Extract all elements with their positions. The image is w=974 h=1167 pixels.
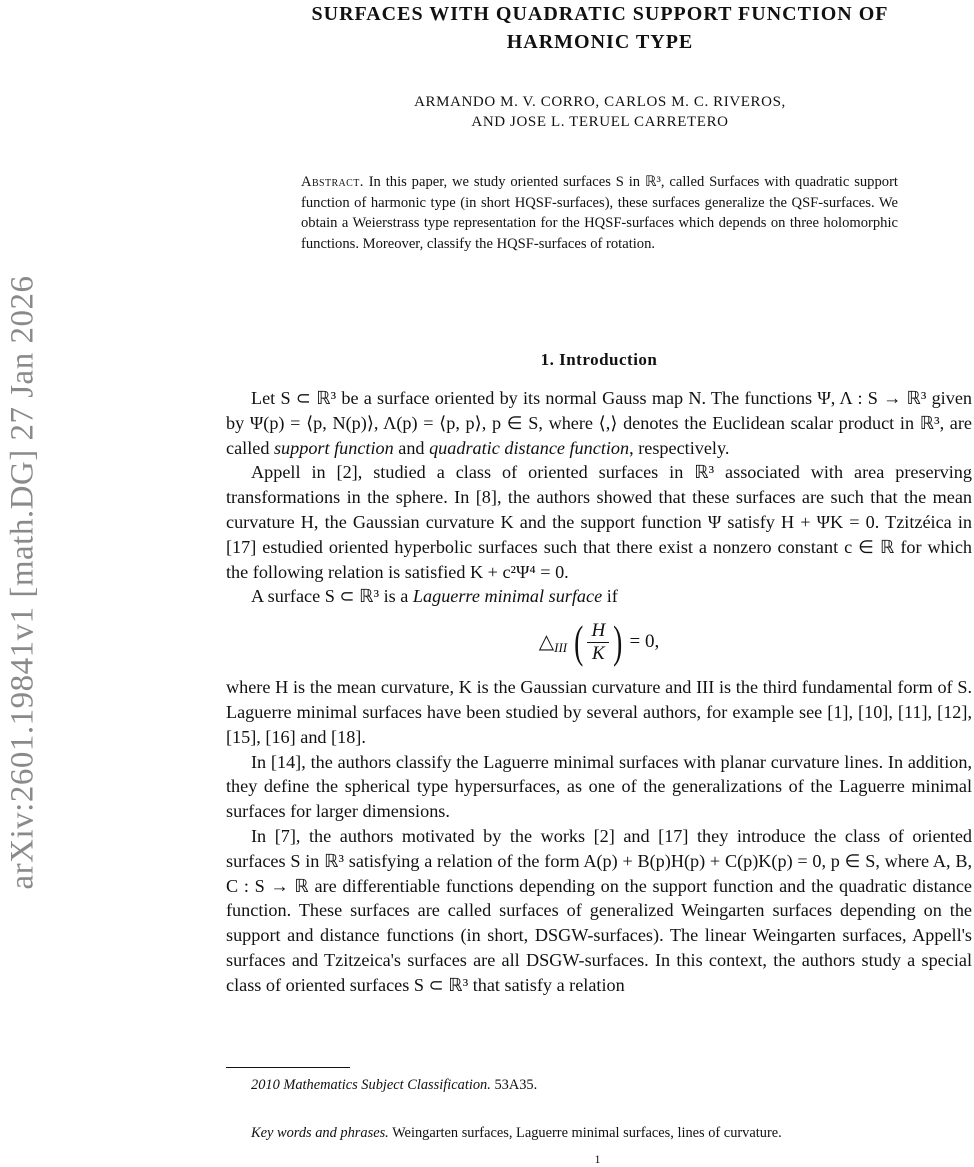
paragraph-3-text-a: A surface S ⊂ ℝ³ is a — [251, 586, 413, 607]
msc-label: 2010 Mathematics Subject Classification. — [251, 1077, 491, 1093]
footnote-divider — [226, 1067, 350, 1068]
laguerre-minimal-term: Laguerre minimal surface — [412, 586, 603, 607]
fraction-denominator: K — [591, 642, 605, 664]
paragraph-3-text-b: if — [602, 586, 618, 607]
footnote-msc — [251, 1076, 971, 1095]
laguerre-equation — [226, 609, 972, 675]
footnote-keywords — [251, 1124, 971, 1143]
paragraph-6: In [7], the authors motivated by the works [2] and [17] they introduce the class of oriented surfaces S in ℝ³ satisfying a relation of the form A(p) + B(p)H(p) + C(p)K(p) = 0, p ∈ S, where A, B, C : S → ℝ are differentiable functions depending on the support function and the quadratic distance function. These surfaces are called surfaces of generalized Weingarten surfaces depending on the support and distance functions (in short, DSGW-surfaces). The linear Weingarten surfaces, Appell's surfaces and Tzitzeica's surfaces are all DSGW-surfaces. In this context, the authors study a special class of oriented surfaces S ⊂ ℝ³ that satisfy a relation — [226, 825, 972, 995]
paragraph-5: In [14], the authors classify the Laguerre minimal surfaces with planar curvature lines. In addition, they define the spherical type hypersurfaces, as one of the generalizations of the Laguerre minimal surfaces for larger dimensions. — [226, 751, 972, 822]
support-function-term: support function — [273, 437, 394, 458]
right-paren: ) — [613, 616, 623, 668]
equation-rhs: = 0, — [629, 630, 660, 652]
msc-value: 53A35. — [494, 1077, 538, 1093]
title-line-1: SURFACES WITH QUADRATIC SUPPORT FUNCTION OF — [311, 3, 889, 25]
keywords-value: Weingarten surfaces, Laguerre minimal surfaces, lines of curvature. — [392, 1125, 782, 1141]
paragraph-1-text-c: , respectively. — [629, 437, 730, 458]
section-heading-introduction: 1. Introduction — [540, 350, 658, 369]
fraction-numerator: H — [587, 620, 609, 643]
paragraph-4: where H is the mean curvature, K is the Gaussian curvature and III is the third fundamental form of S. Laguerre minimal surfaces have been studied by several authors, for example see [1], [10], [11], [12], [15], [16] and [18]. — [226, 677, 972, 747]
page-number: 1 — [594, 1152, 601, 1166]
abstract-label: Abstract. — [301, 174, 364, 190]
paragraph-3 — [226, 584, 972, 609]
left-paren: ( — [574, 616, 584, 668]
title-line-2: HARMONIC TYPE — [506, 31, 694, 53]
fraction — [587, 620, 609, 665]
authors-line-1: ARMANDO M. V. CORRO, CARLOS M. C. RIVEROS, — [414, 94, 786, 110]
abstract — [301, 172, 898, 254]
arxiv-identifier-stamp — [3, 0, 43, 1165]
author-list — [300, 92, 900, 132]
laplacian-subscript: III — [554, 639, 568, 655]
paragraph-2: Appell in [2], studied a class of oriented surfaces in ℝ³ associated with area preserving transformations in the sphere. In [8], the authors showed that these surfaces are such that the mean curvature H, the Gaussian curvature K and the support function Ψ satisfy H + ΨK = 0. Tzitzéica in [17] estudied oriented hyperbolic surfaces such that there exist a nonzero constant c ∈ ℝ for which the following relation is satisfied K + c²Ψ⁴ = 0. — [226, 462, 972, 582]
paragraph-1-text-a: Let S ⊂ ℝ³ be a surface oriented by its normal Gauss map N. The functions Ψ, Λ : S → ℝ³ given by Ψ(p) = ⟨p, N(p)⟩, Λ(p) = ⟨p, p⟩, p ∈ S, where ⟨,⟩ denotes the Euclidean scalar product in ℝ³, are called — [226, 388, 972, 458]
authors-line-2: AND JOSE L. TERUEL CARRETERO — [471, 114, 729, 130]
abstract-text: In this paper, we study oriented surfaces S in ℝ³, called Surfaces with quadratic support function of harmonic type (in short HQSF-surfaces), these surfaces generalize the QSF-surfaces. We obtain a Weierstrass type representation for the HQSF-surfaces which depends on three holomorphic functions. Moreover, classify the HQSF-surfaces of rotation. — [301, 174, 898, 252]
arxiv-identifier-text: arXiv:2601.19841v1 [math.DG] 27 Jan 2026 — [4, 275, 41, 890]
introduction-body — [226, 386, 972, 998]
paper-title — [250, 0, 950, 56]
paragraph-1-text-b: and — [393, 437, 430, 458]
keywords-label: Key words and phrases. — [251, 1125, 389, 1141]
paragraph-1 — [226, 386, 972, 460]
quadratic-distance-term: quadratic distance function — [429, 437, 630, 458]
laplacian-operator: △ — [538, 630, 555, 653]
